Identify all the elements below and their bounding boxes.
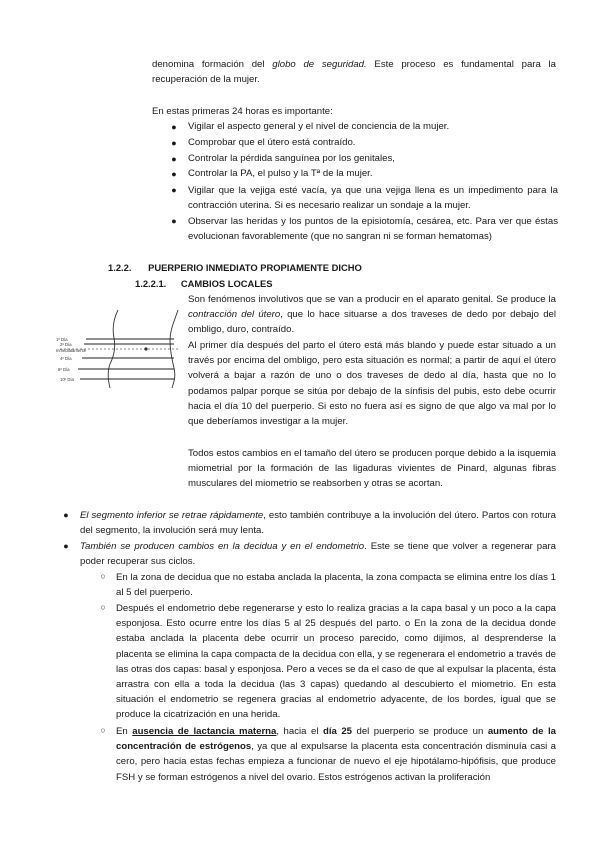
bullet-icon: ● xyxy=(63,541,69,551)
uterus-involution-figure xyxy=(56,308,182,390)
sub-list-item: En la zona de decidua que no estaba anclada la placenta, la zona compacta se elimina entre los días 1 al 5 del puerperio. xyxy=(116,572,556,599)
list-item: También se producen cambios en la decidua y en el endometrio. Este se tiene que volver a regenerar para poder recuperar sus ciclos. xyxy=(80,541,556,568)
list-item: Observar las heridas y los puntos de la episiotomía, cesárea, etc. Para ver que éstas evolucionan favorablemente (que no sangran ni se forman hematomas) xyxy=(188,216,558,243)
cambios-paragraph-2: Al primer día después del parto el útero está más blando y puede estar situado a un través por encima del ombligo, pero esta situación es normal; a partir de aquí el útero volverá a bajar a razón de uno o dos traveses de dedo al día, hasta que no lo podamos palpar porque se sitúa por debajo de la sínfisis del pubis, esto debe ocurrir hacia el día 10 del puerperio. Si esto no fuera así es signo de que algo va mal por lo que deberíamos investigar a la mujer. xyxy=(188,340,556,428)
hollow-bullet-icon: ○ xyxy=(100,602,106,612)
list-item: Vigilar que la vejiga esté vacía, ya que una vejiga llena es un impedimento para la contracción uterina. Si es necesario realizar un sondaje a la mujer. xyxy=(188,185,558,212)
bullet-icon: ● xyxy=(171,169,177,179)
figure-label: 6º Día xyxy=(58,367,70,372)
cambios-paragraph-1: Son fenómenos involutivos que se van a producir en el aparato genital. Se produce la contracción del útero, que lo hace situarse a dos traveses de dedo por debajo del ombligo, duro, contraído. xyxy=(188,294,556,336)
hollow-bullet-icon: ○ xyxy=(100,571,106,581)
figure-label: 2º Día xyxy=(60,342,72,347)
hollow-bullet-icon: ○ xyxy=(100,725,106,735)
bullet-icon: ● xyxy=(171,138,177,148)
figure-label: Inmediatamente xyxy=(56,348,87,353)
list-item: Controlar la PA, el pulso y la Tª de la mujer. xyxy=(188,168,373,179)
intro-lead: En estas primeras 24 horas es importante: xyxy=(152,106,333,117)
list-item: Controlar la pérdida sanguínea por los genitales, xyxy=(188,153,395,164)
bullet-icon: ● xyxy=(171,216,177,226)
figure-label: 1º Día xyxy=(56,337,68,342)
list-item: El segmento inferior se retrae rápidamente, esto también contribuye a la involución del útero. Partos con rotura del segmento, la involución será muy lenta. xyxy=(80,510,557,537)
list-item: Comprobar que el útero está contraído. xyxy=(188,137,356,148)
section-heading: 1.2.2. PUERPERIO INMEDIATO PROPIAMENTE DICHO xyxy=(108,262,362,273)
bullet-icon: ● xyxy=(63,510,69,520)
figure-label: 10º Día xyxy=(60,377,74,382)
list-item: Vigilar el aspecto general y el nivel de conciencia de la mujer. xyxy=(188,121,450,132)
bullet-icon: ● xyxy=(171,122,177,132)
figure-label: 4º Día xyxy=(60,356,72,361)
intro-paragraph: denomina formación del globo de seguridad. Este proceso es fundamental para la recuperación de la mujer. xyxy=(152,59,557,86)
sub-list-item: En ausencia de lactancia materna, hacia el día 25 del puerperio se produce un aumento de la concentración de estrógenos, ya que al expulsarse la placenta esta concentración disminuía casi a cero, pero hacia estas fechas empieza a funcionar de nuevo el eje hipotálamo-hipófisis, que produce FSH y se forman estrógenos a nivel del ovario. Estos estrógenos activan la proliferación xyxy=(116,726,556,783)
subsection-heading: 1.2.2.1. CAMBIOS LOCALES xyxy=(135,278,273,289)
sub-list-item: Después el endometrio debe regenerarse y esto lo realiza gracias a la capa basal y un poco a la capa esponjosa. Esto ocurre entre los días 5 al 25 después del parto. o En la zona de la decidua donde estaba anclada la placenta debe ocurrir un proceso parecido, como dijimos, al desprenderse la placenta se elimina la capa compacta de la decidua con ella, y se regenerara el endometrio a través de las otras dos capas: basal y esponjosa. Pero a veces se da el caso de que al expulsar la placenta, ésta arrastra con ella a toda la decidua (las 3 capas) quedando al descubierto el miometrio. En esta situación el endometrio se regenera gracias al endometrio adyacente, de los bordes, igual que se produce la cicatrización en una herida. xyxy=(116,603,556,721)
bullet-icon: ● xyxy=(171,154,177,164)
cambios-paragraph-3: Todos estos cambios en el tamaño del útero se producen porque debido a la isquemia miometrial por la formación de las ligaduras vivientes de Pinard, algunas fibras musculares del miometrio se reabsorben y otras se acortan. xyxy=(188,448,556,490)
bullet-icon: ● xyxy=(171,185,177,195)
